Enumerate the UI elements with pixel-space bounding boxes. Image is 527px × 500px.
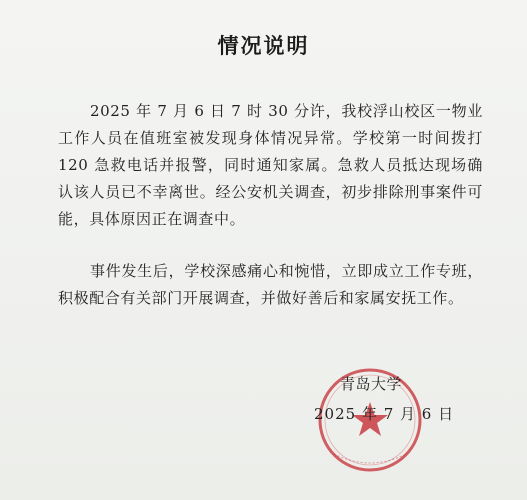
- issuer-name: 青岛大学: [340, 375, 403, 393]
- paragraph-incident: 2025 年 7 月 6 日 7 时 30 分许，我校浮山校区一物业工作人员在值班室被发现身体情况异常。学校第一时间拨打 120 急救电话并报警，同时通知家属。急救人员抵达现场确认该人员已不幸离世。经公安机关调查，初步排除刑事案件可能，具体原因正在调查中。: [58, 102, 483, 228]
- paragraph-response: 事件发生后，学校深感痛心和惋惜，立即成立工作专班，积极配合有关部门开展调查，并做好善后和家属安抚工作。: [58, 262, 483, 307]
- issue-date: 2025 年 7 月 6 日: [314, 405, 455, 423]
- document-title: 情况说明: [217, 33, 310, 58]
